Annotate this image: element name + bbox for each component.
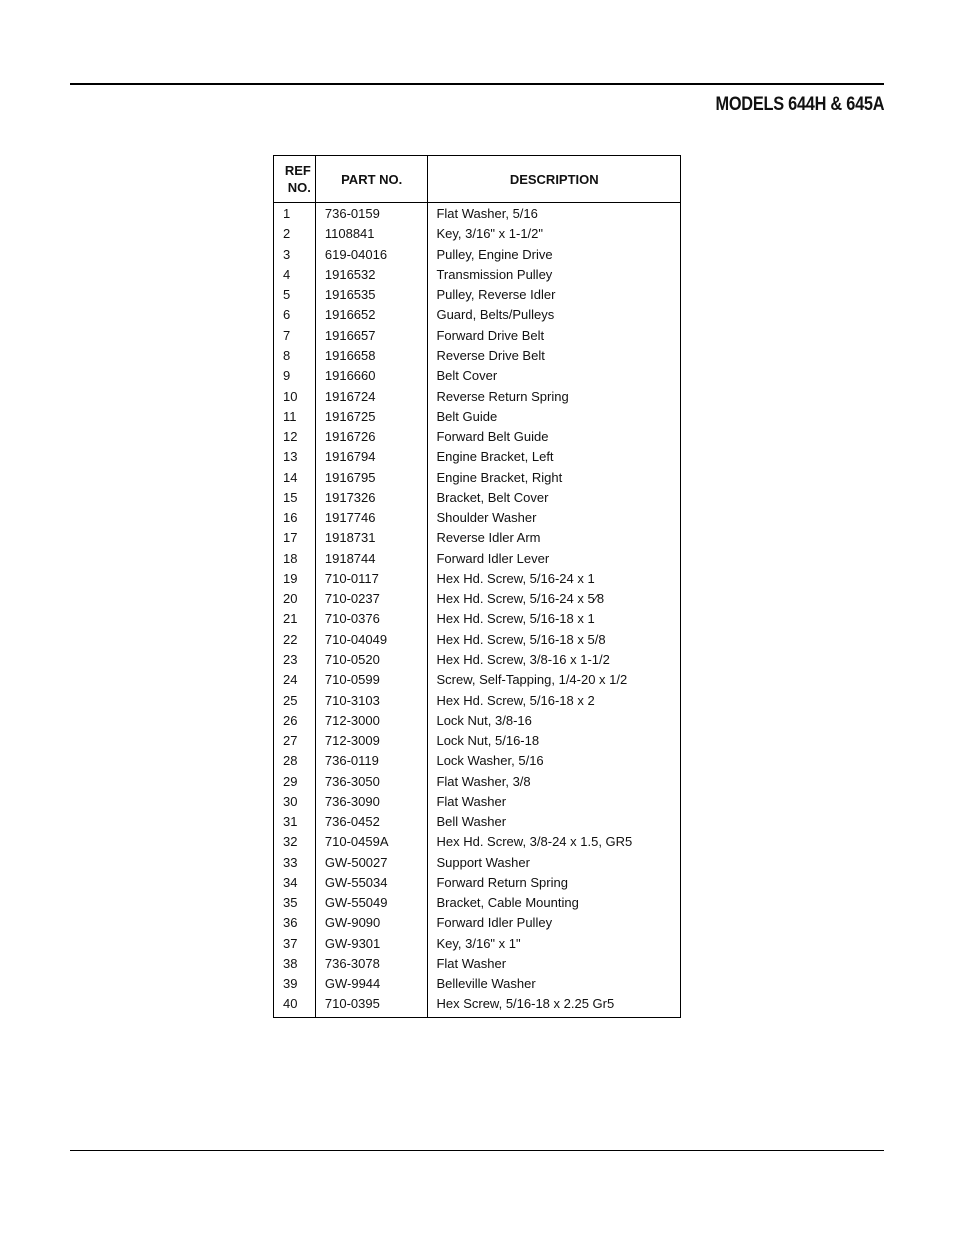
ref-no-cell: 14	[274, 467, 316, 487]
part-no-cell: 710-0376	[315, 609, 428, 629]
ref-no-cell: 8	[274, 346, 316, 366]
ref-no-cell: 16	[274, 508, 316, 528]
description-cell: Engine Bracket, Right	[428, 467, 681, 487]
part-no-cell: 1916794	[315, 447, 428, 467]
table-row	[274, 305, 681, 325]
description-cell: Flat Washer	[428, 792, 681, 812]
ref-no-cell: 29	[274, 771, 316, 791]
description-cell: Reverse Return Spring	[428, 386, 681, 406]
ref-no-cell: 15	[274, 488, 316, 508]
part-no-cell: 710-0520	[315, 650, 428, 670]
ref-no-cell: 5	[274, 285, 316, 305]
table-row	[274, 893, 681, 913]
ref-no-cell: 6	[274, 305, 316, 325]
part-no-cell: 710-0395	[315, 994, 428, 1017]
part-no-cell: 1916724	[315, 386, 428, 406]
ref-no-cell: 31	[274, 812, 316, 832]
ref-no-cell: 21	[274, 609, 316, 629]
part-no-cell: 1917326	[315, 488, 428, 508]
table-row	[274, 609, 681, 629]
table-row	[274, 346, 681, 366]
table-row	[274, 792, 681, 812]
part-no-cell: 710-3103	[315, 690, 428, 710]
page-title: MODELS 644H & 645A	[715, 94, 884, 115]
description-cell: Belt Cover	[428, 366, 681, 386]
part-no-cell: GW-9090	[315, 913, 428, 933]
part-no-cell: GW-55049	[315, 893, 428, 913]
description-cell: Hex Hd. Screw, 5/16-18 x 5/8	[428, 630, 681, 650]
description-cell: Engine Bracket, Left	[428, 447, 681, 467]
part-no-cell: 710-0117	[315, 569, 428, 589]
ref-header-line1: REF	[284, 163, 311, 178]
table-row	[274, 224, 681, 244]
table-row	[274, 366, 681, 386]
table-row	[274, 447, 681, 467]
table-row	[274, 771, 681, 791]
description-cell: Hex Screw, 5/16-18 x 2.25 Gr5	[428, 994, 681, 1017]
table-row	[274, 650, 681, 670]
description-cell: Flat Washer, 3/8	[428, 771, 681, 791]
ref-no-cell: 38	[274, 954, 316, 974]
part-no-cell: 1918744	[315, 549, 428, 569]
description-cell: Forward Belt Guide	[428, 427, 681, 447]
part-no-cell: 736-3050	[315, 771, 428, 791]
part-no-cell: 1916660	[315, 366, 428, 386]
table-row	[274, 630, 681, 650]
ref-no-cell: 13	[274, 447, 316, 467]
part-no-cell: 1918731	[315, 528, 428, 548]
ref-no-cell: 11	[274, 407, 316, 427]
description-cell: Guard, Belts/Pulleys	[428, 305, 681, 325]
description-cell: Pulley, Engine Drive	[428, 245, 681, 265]
part-no-cell: 1916725	[315, 407, 428, 427]
description-cell: Forward Idler Lever	[428, 549, 681, 569]
table-row	[274, 812, 681, 832]
table-row	[274, 467, 681, 487]
part-no-cell: 1108841	[315, 224, 428, 244]
table-row	[274, 974, 681, 994]
table-row	[274, 528, 681, 548]
table-row	[274, 690, 681, 710]
description-cell: Lock Nut, 5/16-18	[428, 731, 681, 751]
description-header: DESCRIPTION	[428, 156, 681, 203]
description-cell: Key, 3/16" x 1"	[428, 934, 681, 954]
ref-no-cell: 3	[274, 245, 316, 265]
table-row	[274, 751, 681, 771]
description-cell: Hex Hd. Screw, 3/8-16 x 1-1/2	[428, 650, 681, 670]
ref-no-cell: 22	[274, 630, 316, 650]
top-rule	[70, 83, 884, 85]
ref-no-cell: 34	[274, 873, 316, 893]
description-cell: Hex Hd. Screw, 5/16-18 x 1	[428, 609, 681, 629]
table-row	[274, 203, 681, 225]
table-row	[274, 285, 681, 305]
description-cell: Flat Washer	[428, 954, 681, 974]
part-no-cell: GW-55034	[315, 873, 428, 893]
part-no-cell: 736-0452	[315, 812, 428, 832]
part-no-cell: 1916532	[315, 265, 428, 285]
part-no-cell: 710-0459A	[315, 832, 428, 852]
part-no-header: PART NO.	[315, 156, 428, 203]
description-cell: Pulley, Reverse Idler	[428, 285, 681, 305]
description-cell: Transmission Pulley	[428, 265, 681, 285]
ref-no-cell: 27	[274, 731, 316, 751]
ref-no-cell: 28	[274, 751, 316, 771]
table-row	[274, 407, 681, 427]
description-cell: Support Washer	[428, 853, 681, 873]
part-no-cell: 1916657	[315, 326, 428, 346]
table-row	[274, 265, 681, 285]
part-no-cell: 710-04049	[315, 630, 428, 650]
table-row	[274, 670, 681, 690]
ref-no-cell: 33	[274, 853, 316, 873]
ref-no-cell: 24	[274, 670, 316, 690]
description-cell: Reverse Idler Arm	[428, 528, 681, 548]
table-row	[274, 427, 681, 447]
ref-no-cell: 18	[274, 549, 316, 569]
part-no-cell: 710-0237	[315, 589, 428, 609]
ref-no-cell: 17	[274, 528, 316, 548]
description-cell: Lock Nut, 3/8-16	[428, 711, 681, 731]
ref-no-cell: 25	[274, 690, 316, 710]
table-row	[274, 994, 681, 1017]
part-no-cell: 1916658	[315, 346, 428, 366]
table-row	[274, 913, 681, 933]
part-no-cell: GW-50027	[315, 853, 428, 873]
table-row	[274, 832, 681, 852]
part-no-cell: GW-9301	[315, 934, 428, 954]
part-no-cell: 1917746	[315, 508, 428, 528]
table-row	[274, 549, 681, 569]
table-row	[274, 954, 681, 974]
table-row	[274, 488, 681, 508]
description-cell: Forward Return Spring	[428, 873, 681, 893]
table-row	[274, 934, 681, 954]
description-cell: Forward Idler Pulley	[428, 913, 681, 933]
ref-header-line2: NO.	[287, 180, 311, 195]
table-row	[274, 326, 681, 346]
description-cell: Forward Drive Belt	[428, 326, 681, 346]
part-no-cell: 1916726	[315, 427, 428, 447]
ref-no-cell: 32	[274, 832, 316, 852]
part-no-cell: 1916535	[315, 285, 428, 305]
description-cell: Lock Washer, 5/16	[428, 751, 681, 771]
table-row	[274, 569, 681, 589]
part-no-cell: GW-9944	[315, 974, 428, 994]
part-no-cell: 736-3090	[315, 792, 428, 812]
table-row	[274, 873, 681, 893]
ref-no-cell: 40	[274, 994, 316, 1017]
part-no-cell: 736-0119	[315, 751, 428, 771]
ref-no-cell: 1	[274, 203, 316, 225]
part-no-cell: 736-3078	[315, 954, 428, 974]
description-cell: Bracket, Belt Cover	[428, 488, 681, 508]
table-header-row	[274, 156, 681, 203]
table-row	[274, 245, 681, 265]
description-cell: Reverse Drive Belt	[428, 346, 681, 366]
part-no-cell: 736-0159	[315, 203, 428, 225]
part-no-cell: 712-3009	[315, 731, 428, 751]
table-row	[274, 589, 681, 609]
ref-no-cell: 19	[274, 569, 316, 589]
ref-no-cell: 36	[274, 913, 316, 933]
ref-no-header	[274, 156, 316, 203]
ref-no-cell: 4	[274, 265, 316, 285]
table-row	[274, 731, 681, 751]
description-cell: Belt Guide	[428, 407, 681, 427]
ref-no-cell: 30	[274, 792, 316, 812]
bottom-rule	[70, 1150, 884, 1151]
table-row	[274, 711, 681, 731]
ref-no-cell: 20	[274, 589, 316, 609]
description-cell: Hex Hd. Screw, 3/8-24 x 1.5, GR5	[428, 832, 681, 852]
table-row	[274, 853, 681, 873]
parts-list-table	[273, 155, 681, 1018]
ref-no-cell: 7	[274, 326, 316, 346]
part-no-cell: 710-0599	[315, 670, 428, 690]
ref-no-cell: 35	[274, 893, 316, 913]
ref-no-cell: 37	[274, 934, 316, 954]
part-no-cell: 619-04016	[315, 245, 428, 265]
description-cell: Bracket, Cable Mounting	[428, 893, 681, 913]
description-cell: Screw, Self-Tapping, 1/4-20 x 1/2	[428, 670, 681, 690]
description-cell: Hex Hd. Screw, 5/16-18 x 2	[428, 690, 681, 710]
description-cell: Hex Hd. Screw, 5/16-24 x 1	[428, 569, 681, 589]
description-cell: Shoulder Washer	[428, 508, 681, 528]
description-cell: Belleville Washer	[428, 974, 681, 994]
ref-no-cell: 39	[274, 974, 316, 994]
description-cell: Hex Hd. Screw, 5/16-24 x 5⁄8	[428, 589, 681, 609]
table-row	[274, 386, 681, 406]
part-no-cell: 1916652	[315, 305, 428, 325]
ref-no-cell: 26	[274, 711, 316, 731]
ref-no-cell: 12	[274, 427, 316, 447]
ref-no-cell: 10	[274, 386, 316, 406]
description-cell: Flat Washer, 5/16	[428, 203, 681, 225]
description-cell: Bell Washer	[428, 812, 681, 832]
ref-no-cell: 9	[274, 366, 316, 386]
part-no-cell: 712-3000	[315, 711, 428, 731]
description-cell: Key, 3/16" x 1-1/2"	[428, 224, 681, 244]
ref-no-cell: 23	[274, 650, 316, 670]
ref-no-cell: 2	[274, 224, 316, 244]
part-no-cell: 1916795	[315, 467, 428, 487]
table-row	[274, 508, 681, 528]
parts-table-body	[274, 203, 681, 1018]
